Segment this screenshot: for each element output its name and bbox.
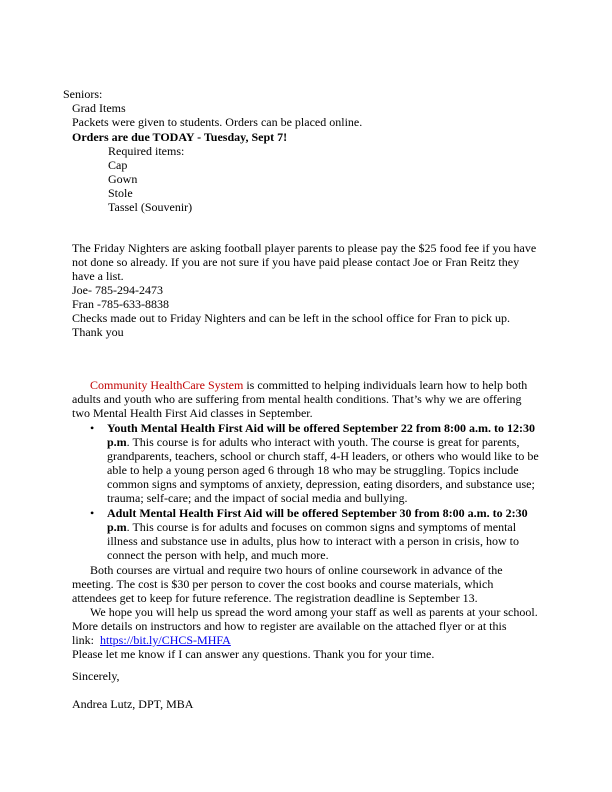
required-item: Cap	[108, 158, 128, 172]
fran-phone: Fran -785-633-8838	[72, 297, 169, 311]
spread-paragraph-line: More details on instructors and how to register are available on the attached flyer or at this	[72, 619, 507, 633]
youth-course-desc-line: trauma; self-care; and the impact of social media and bullying.	[107, 491, 408, 505]
friday-paragraph-line: The Friday Nighters are asking football player parents to please pay the $25 food fee if you have	[72, 241, 537, 255]
course-list	[90, 421, 592, 562]
intro-rest: is committed to helping individuals learn how to help both	[243, 378, 528, 392]
seniors-heading: Seniors:	[63, 87, 103, 101]
spread-paragraph-first: We hope you will help us spread the word among your staff as well as parents at your school.	[90, 605, 538, 619]
thank-you-line: Thank you	[72, 325, 124, 339]
youth-course-desc: . This course is for adults who interact with youth. The course is great for parents,	[126, 435, 520, 449]
adult-course-desc-first	[107, 520, 592, 534]
grad-items-heading: Grad Items	[72, 101, 126, 115]
link-line	[72, 633, 592, 647]
youth-course-desc-line: common signs and symptoms of anxiety, depression, eating disorders, and substance use;	[107, 477, 535, 491]
youth-course-item	[90, 421, 592, 505]
adult-course-desc-line: connect the person with help, and much more.	[107, 548, 329, 562]
friday-paragraph-line: not done so already. If you are not sure if you have paid please contact Joe or Fran Reitz they	[72, 255, 520, 269]
virtual-paragraph-line: attendees get to keep for future reference. The registration deadline is September 13.	[72, 591, 478, 605]
required-items-label: Required items:	[108, 144, 185, 158]
adult-course-item	[90, 506, 592, 562]
adult-course-desc: . This course is for adults and focuses on common signs and symptoms of mental	[126, 520, 517, 534]
orders-due-line: Orders are due TODAY - Tuesday, Sept 7!	[72, 130, 288, 144]
youth-course-desc-first	[107, 435, 592, 449]
questions-line: Please let me know if I can answer any questions. Thank you for your time.	[72, 647, 435, 661]
youth-course-desc-line: able to help a young person aged 6 through 18 who may be struggling. Topics include	[107, 463, 519, 477]
virtual-paragraph-first: Both courses are virtual and require two hours of online coursework in advance of the	[90, 563, 503, 577]
healthcare-section	[72, 378, 592, 661]
friday-nighters-section	[72, 241, 592, 339]
adult-course-title-end: p.m	[107, 520, 127, 534]
required-item: Tassel (Souvenir)	[108, 200, 193, 214]
virtual-paragraph-line: meeting. The cost is $30 per person to cover the cost books and course materials, which	[72, 577, 494, 591]
friday-paragraph-line: have a list.	[72, 269, 124, 283]
packets-line: Packets were given to students. Orders can be placed online.	[72, 115, 363, 129]
bullet-glyph: •	[90, 421, 95, 435]
healthcare-intro-line: two Mental Health First Aid classes in September.	[72, 406, 313, 420]
closing-text: Sincerely,	[72, 669, 120, 683]
org-name: Community HealthCare System	[90, 378, 244, 392]
bullet-glyph: •	[90, 506, 95, 520]
youth-course-desc-line: grandparents, teachers, school or church staff, 4-H leaders, or others who would like to be	[107, 449, 539, 463]
youth-course-title-end: p.m	[107, 435, 127, 449]
closing-section	[72, 669, 592, 683]
seniors-section	[63, 87, 583, 214]
registration-link[interactable]: https://bit.ly/CHCS-MHFA	[100, 633, 231, 647]
healthcare-intro-line: adults and youth who are suffering from mental health conditions. That’s why we are offering	[72, 392, 522, 406]
checks-line: Checks made out to Friday Nighters and can be left in the school office for Fran to pick up.	[72, 311, 510, 325]
required-item: Stole	[108, 186, 133, 200]
adult-course-desc-line: illness and substance use in adults, plus how to interact with a person in crisis, how to	[107, 534, 519, 548]
link-prefix: link:	[72, 633, 101, 647]
adult-course-title: Adult Mental Health First Aid will be offered September 30 from 8:00 a.m. to 2:30	[107, 506, 528, 520]
required-item: Gown	[108, 172, 138, 186]
signature-section	[72, 697, 592, 711]
signature-text: Andrea Lutz, DPT, MBA	[72, 697, 194, 711]
youth-course-title: Youth Mental Health First Aid will be offered September 22 from 8:00 a.m. to 12:30	[107, 421, 535, 435]
joe-phone: Joe- 785-294-2473	[72, 283, 163, 297]
healthcare-intro-first-line	[72, 378, 592, 392]
